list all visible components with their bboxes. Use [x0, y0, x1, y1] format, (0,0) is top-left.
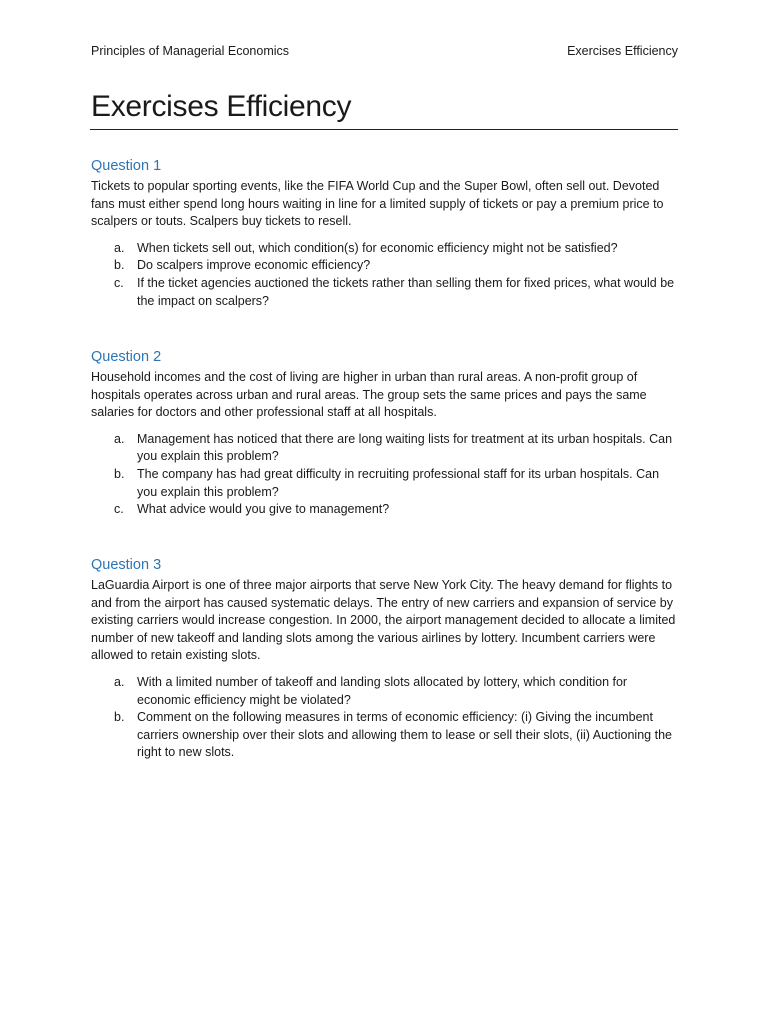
list-item-text: If the ticket agencies auctioned the tickets rather than selling them for fixed prices, what would be the impact on scalpers?: [137, 275, 675, 308]
question-3-body: LaGuardia Airport is one of three major airports that serve New York City. The heavy demand for flights to and from the airport has caused systematic delays. The entry of new carriers and expansion of service by existing carriers would increase congestion. In 2000, the airport management decided to allocate a limited number of new takeoff and landing slots among the various airlines by lottery. Incumbent carriers were allowed to retain existing slots.: [91, 578, 676, 663]
question-1-heading: Question 1: [91, 158, 162, 174]
list-item: [91, 674, 678, 709]
list-marker: a.: [114, 674, 125, 689]
header-section-title: Exercises Efficiency: [567, 44, 678, 58]
list-item: [91, 257, 678, 275]
list-marker: b.: [114, 258, 125, 273]
question-1: [91, 157, 678, 310]
question-3-list: [91, 674, 678, 762]
question-1-body: Tickets to popular sporting events, like the FIFA World Cup and the Super Bowl, often sell out. Devoted fans must either spend long hours waiting in line for a limited supply of tickets or pay a premium price to scalpers or touts. Scalpers buy tickets to resell.: [91, 179, 664, 229]
list-marker: c.: [114, 275, 124, 290]
list-item-text: Management has noticed that there are long waiting lists for treatment at its urban hospitals. Can you explain this problem?: [137, 431, 673, 464]
list-item: [91, 240, 678, 258]
list-item-text: The company has had great difficulty in recruiting professional staff for its urban hospitals. Can you explain this problem?: [137, 466, 660, 499]
list-marker: a.: [114, 431, 125, 446]
question-2-list: [91, 431, 678, 519]
page-title: Exercises Efficiency: [91, 90, 352, 123]
list-item: [91, 431, 678, 466]
question-2: [91, 348, 678, 519]
list-marker: a.: [114, 240, 125, 255]
list-item-text: What advice would you give to management?: [137, 502, 390, 517]
list-item: [91, 275, 678, 310]
question-3: [91, 556, 678, 762]
list-marker: c.: [114, 502, 124, 517]
title-divider: [90, 129, 678, 130]
running-header: [91, 43, 678, 59]
header-course-title: Principles of Managerial Economics: [91, 44, 290, 58]
list-item-text: Comment on the following measures in terms of economic efficiency: (i) Giving the incumbent carriers ownership over their slots and allowing them to lease or sell their slots, (ii) Auctioning the right to new slots.: [137, 710, 672, 760]
list-item: [91, 466, 678, 501]
question-2-body: Household incomes and the cost of living are higher in urban than rural areas. A non-profit group of hospitals operates across urban and rural areas. The group sets the same prices and pays the same salaries for doctors and other professional staff at all hospitals.: [91, 370, 647, 420]
question-3-heading: Question 3: [91, 557, 162, 573]
question-1-list: [91, 240, 678, 310]
list-marker: b.: [114, 466, 125, 481]
list-item-text: Do scalpers improve economic efficiency?: [137, 258, 371, 273]
list-item-text: When tickets sell out, which condition(s) for economic efficiency might not be satisfied?: [137, 240, 618, 255]
list-item: [91, 709, 678, 762]
list-item: [91, 501, 678, 519]
list-item-text: With a limited number of takeoff and landing slots allocated by lottery, which condition for economic efficiency might be violated?: [137, 674, 628, 707]
question-2-heading: Question 2: [91, 349, 162, 365]
list-marker: b.: [114, 710, 125, 725]
